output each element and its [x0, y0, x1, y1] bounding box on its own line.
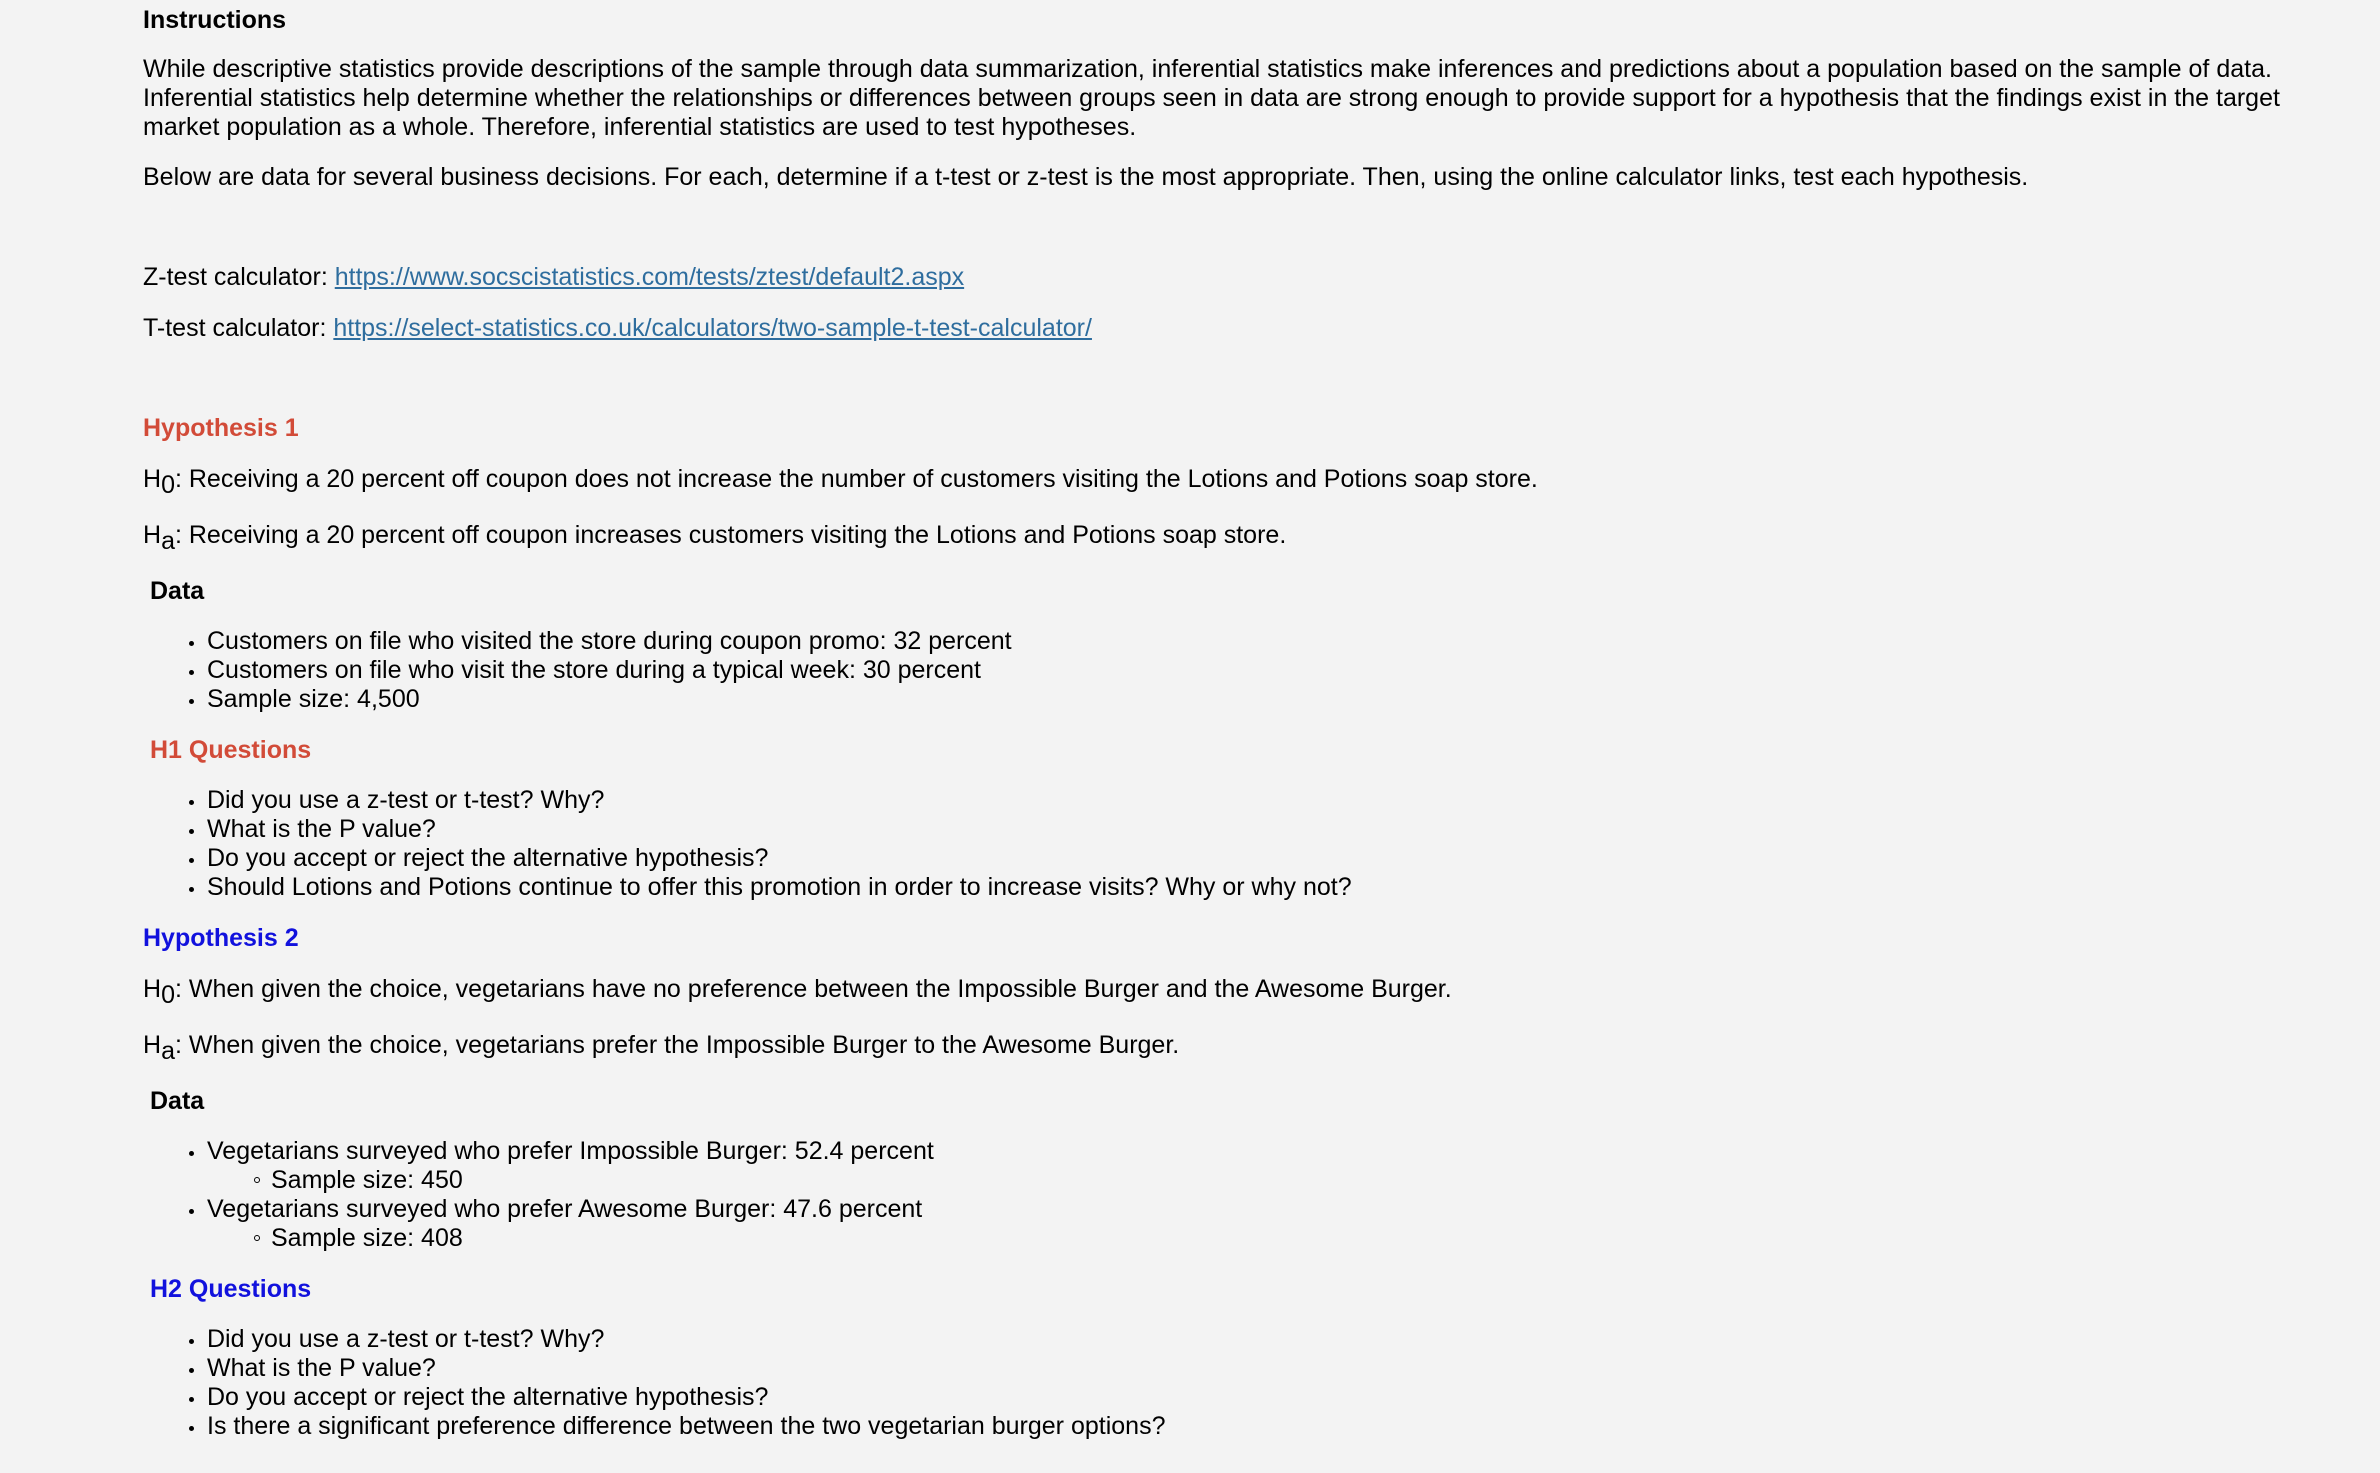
h0-subscript: 0 — [161, 981, 175, 1009]
h0-letter: H — [143, 975, 162, 1003]
ha-subscript: a — [161, 1037, 175, 1065]
ha-letter: H — [143, 521, 162, 549]
sub-list-item: Sample size: 408 — [271, 1224, 2343, 1253]
hypothesis-1-alternative — [143, 521, 2343, 555]
list-item: Customers on file who visited the store during coupon promo: 32 percent — [207, 627, 2343, 656]
list-item-text: Vegetarians surveyed who prefer Impossible Burger: 52.4 percent — [207, 1137, 934, 1165]
instructions-paragraph-1-line-1: While descriptive statistics provide descriptions of the sample through data summarization, inferential statistics make inferences and predictions about a population based on the sample of data. — [143, 55, 2272, 83]
instructions-paragraph-2: Below are data for several business decisions. For each, determine if a t-test or z-test is the most appropriate. Then, using the online calculator links, test each hypothesis. — [143, 163, 2029, 191]
list-item: Is there a significant preference difference between the two vegetarian burger options? — [207, 1412, 2343, 1441]
sub-list-item: Sample size: 450 — [271, 1166, 2343, 1195]
hypothesis-2-alternative-text: : When given the choice, vegetarians prefer the Impossible Burger to the Awesome Burger. — [174, 1031, 1180, 1059]
ha-subscript: a — [161, 527, 175, 555]
list-item: Should Lotions and Potions continue to offer this promotion in order to increase visits? Why or why not? — [207, 873, 2343, 902]
hypothesis-2-questions-heading: H2 Questions — [150, 1275, 312, 1303]
ha-letter: H — [143, 1031, 162, 1059]
document-body — [143, 0, 2343, 1441]
hypothesis-1-data-list — [143, 627, 2343, 714]
list-item: Did you use a z-test or t-test? Why? — [207, 786, 2343, 815]
hypothesis-1-questions-heading: H1 Questions — [150, 736, 312, 764]
list-item: Sample size: 4,500 — [207, 685, 2343, 714]
hypothesis-1-null — [143, 465, 2343, 499]
instructions-paragraph-1 — [143, 55, 2343, 142]
list-item — [207, 1195, 2343, 1253]
list-item: What is the P value? — [207, 1354, 2343, 1383]
hypothesis-1-alternative-text: : Receiving a 20 percent off coupon increases customers visiting the Lotions and Potions soap store. — [174, 521, 1287, 549]
hypothesis-2-data-heading: Data — [150, 1087, 205, 1115]
hypothesis-2-questions-list — [143, 1325, 2343, 1441]
instructions-heading: Instructions — [143, 6, 287, 34]
z-test-calculator-label: Z-test calculator: — [143, 263, 335, 291]
hypothesis-2-data-list — [143, 1137, 2343, 1253]
list-item: What is the P value? — [207, 815, 2343, 844]
list-item: Customers on file who visit the store during a typical week: 30 percent — [207, 656, 2343, 685]
h0-letter: H — [143, 465, 162, 493]
sub-list — [207, 1224, 2343, 1253]
instructions-paragraph-1-line-3: market population as a whole. Therefore, inferential statistics are used to test hypotheses. — [143, 113, 1137, 141]
t-test-calculator-label: T-test calculator: — [143, 314, 334, 342]
z-test-calculator-line — [143, 263, 2343, 292]
list-item-text: Vegetarians surveyed who prefer Awesome Burger: 47.6 percent — [207, 1195, 923, 1223]
hypothesis-2-title: Hypothesis 2 — [143, 924, 299, 952]
sub-list — [207, 1166, 2343, 1195]
z-test-calculator-link[interactable]: https://www.socscistatistics.com/tests/ztest/default2.aspx — [334, 263, 965, 291]
list-item: Do you accept or reject the alternative hypothesis? — [207, 844, 2343, 873]
list-item: Do you accept or reject the alternative hypothesis? — [207, 1383, 2343, 1412]
h0-subscript: 0 — [161, 471, 175, 499]
list-item: Did you use a z-test or t-test? Why? — [207, 1325, 2343, 1354]
hypothesis-1-questions-list — [143, 786, 2343, 902]
hypothesis-1-null-text: : Receiving a 20 percent off coupon does not increase the number of customers visiting the Lotions and Potions soap store. — [174, 465, 1538, 493]
hypothesis-1-title: Hypothesis 1 — [143, 414, 299, 442]
instructions-paragraph-1-line-2: Inferential statistics help determine whether the relationships or differences between groups seen in data are strong enough to provide support for a hypothesis that the findings exist in the target — [143, 84, 2280, 112]
t-test-calculator-link[interactable]: https://select-statistics.co.uk/calculators/two-sample-t-test-calculator/ — [333, 314, 1092, 342]
t-test-calculator-line — [143, 314, 2343, 343]
hypothesis-2-null-text: : When given the choice, vegetarians have no preference between the Impossible Burger and the Awesome Burger. — [174, 975, 1452, 1003]
hypothesis-2-alternative — [143, 1031, 2343, 1065]
hypothesis-2-null — [143, 975, 2343, 1009]
hypothesis-1-data-heading: Data — [150, 577, 205, 605]
list-item — [207, 1137, 2343, 1195]
